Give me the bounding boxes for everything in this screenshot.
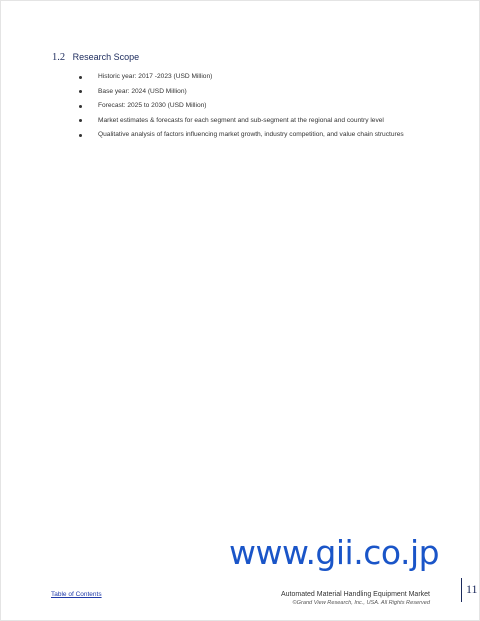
list-item-text: Market estimates & forecasts for each segment and sub-segment at the regional and country level (98, 116, 384, 124)
list-item (78, 128, 430, 143)
bullet-icon (79, 90, 82, 93)
research-scope-list (78, 70, 430, 143)
list-item (78, 70, 430, 85)
page-number: 11 (466, 582, 478, 596)
section-number: 1.2 (52, 52, 66, 63)
bullet-icon (79, 119, 82, 122)
section-title: Research Scope (72, 52, 140, 62)
list-item (78, 99, 430, 114)
bullet-icon (79, 76, 82, 79)
bullet-icon (79, 105, 82, 108)
footer-copyright: ©Grand View Research, Inc., USA. All Rights Reserved (292, 600, 430, 606)
footer-report-title: Automated Material Handling Equipment Market (280, 591, 430, 598)
list-item-text: Qualitative analysis of factors influencing market growth, industry competition, and value chain structures (98, 131, 404, 138)
list-item-text: Base year: 2024 (USD Million) (98, 87, 187, 95)
watermark-text: www.gii.co.jp (229, 533, 440, 572)
list-item-text: Historic year: 2017 -2023 (USD Million) (98, 73, 213, 80)
list-item (78, 114, 430, 129)
table-of-contents-link[interactable]: Table of Contents (51, 591, 102, 598)
list-item-text: Forecast: 2025 to 2030 (USD Million) (98, 102, 207, 109)
section-heading (52, 52, 139, 63)
bullet-icon (79, 134, 82, 137)
list-item (78, 85, 430, 100)
page-number-divider (461, 578, 462, 602)
